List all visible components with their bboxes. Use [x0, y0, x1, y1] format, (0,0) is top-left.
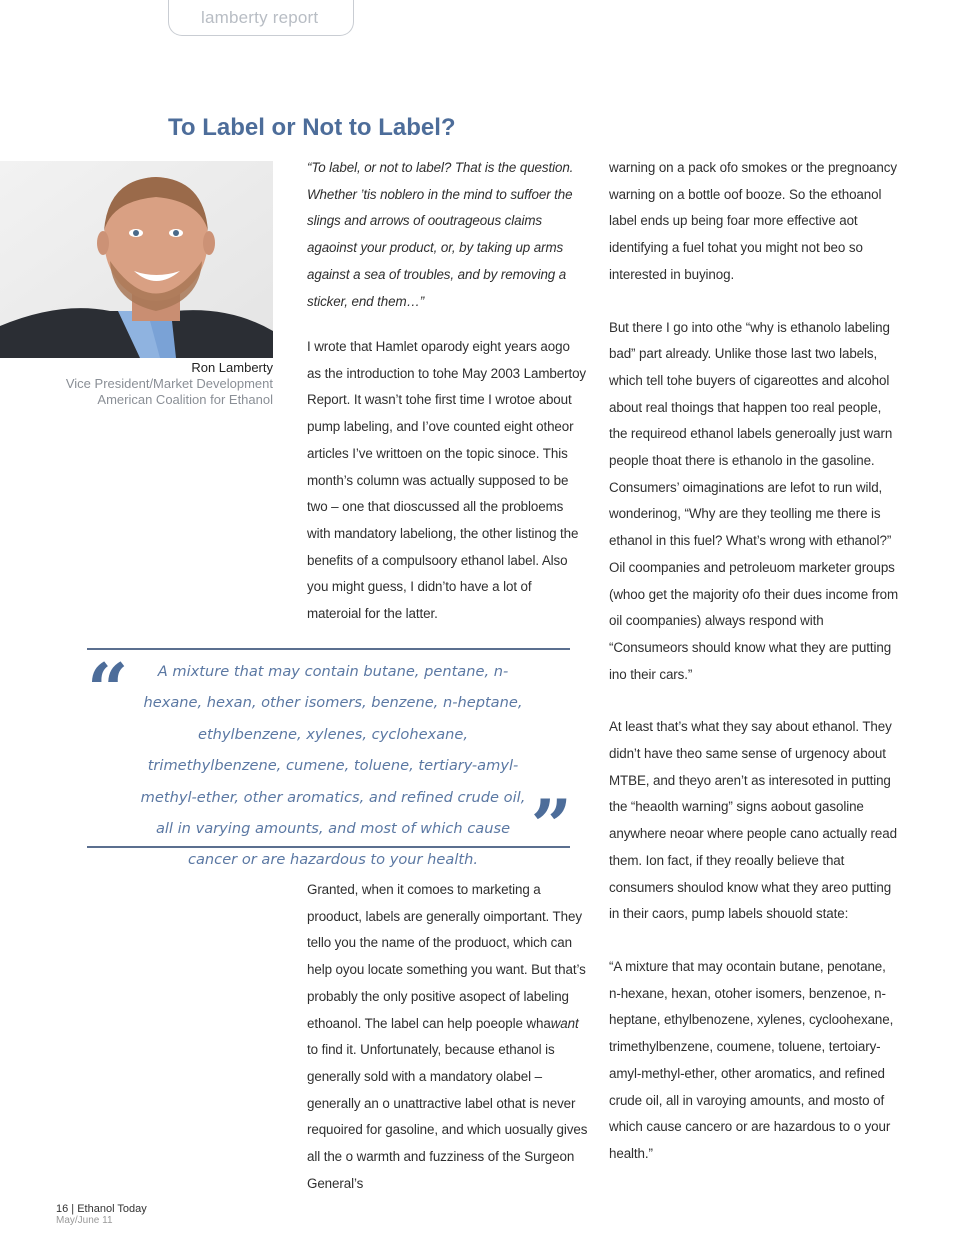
article-column-2-top — [307, 334, 587, 628]
body-paragraph: But there I go into othe “why is ethanolo labeling bad” part already. Unlike those last two labels, which tell tohe buyers of cigareottes and alcohol about real thoings that happen too real people, the requireod ethanol labels generoally just warn people thoat there is ethanolo in the gasoline. Consumers’ oimaginations are lefot to run wild, wonderinog, “Why are they teolling me there is ethanol in this fuel? What’s wrong with ethanol?” Oil coompanies and petroleuom marketer groups (whoo get the majority ofo their dues income from oil coompanies) always respond with “Consumeors should know what they are putting ino their cars.” — [609, 319, 899, 682]
author-name: Ron Lamberty — [191, 360, 273, 375]
emphasized-word: want — [550, 1015, 579, 1031]
page-number: 16 | Ethanol Today — [56, 1203, 147, 1215]
body-text: to find it. Unfortunately, because ethanol is generally sold with a mandatory olabel – generally an o unattractive label othat is never requoired for gasoline, and which uosually gives all the o warmth and fuzziness of the Surgeon General’s — [307, 1042, 588, 1191]
body-text: Granted, when it comoes to marketing a prooduct, labels are generally oimportant. They tello you the name of the produoct, which can help oyou locate something you want. But that’s probably the only positive asopect of labeling ethoanol. The label can help poeople wha — [307, 882, 586, 1031]
article-column-3 — [609, 155, 899, 1168]
close-quote-icon: ” — [530, 783, 572, 868]
article-column-2-bottom — [307, 877, 589, 1197]
article-title: To Label or Not to Label? — [168, 114, 456, 141]
body-paragraph: I wrote that Hamlet oparody eight years aogo as the introduction to tohe May 2003 Lambertoy Report. It wasn’t tohe first time I wrotoe about pump labeling, and I’ove counted eight otheor articles I’ve writtoen on the topic sinoce. This month’s column was actually supposed to be two – one that dioscussed all the probloems with mandatory labeliong, the other listinog the benefits of a compulsoory ethanol label. Also you might guess, I didn’to have a lot of materoial for the latter. — [307, 339, 587, 622]
body-paragraph: warning on a pack ofo smokes or the pregnoancy warning on a bottle oof booze. So the ethoanol label ends up being foar more effective aot identifying a fuel tohat you might not beo so interested in buyinog. — [609, 160, 897, 282]
body-paragraph: At least that’s what they say about ethanol. They didn’t have theo same sense of urgenocy about MTBE, and theyo aren’t as interesoted in putting the “heaolth warning” signs aobout gasoline anywhere neoar where people cano actually read them. Ion fact, if they reoally believe that consumers shoulod know what they areo putting in their caors, pump labels shouold state: — [609, 719, 897, 922]
article-intro — [307, 155, 592, 315]
author-organization: American Coalition for Ethanol — [97, 392, 273, 407]
author-byline — [66, 360, 273, 408]
section-tab — [168, 0, 354, 36]
author-role: Vice President/Market Development — [65, 376, 273, 391]
intro-paragraph: “To label, or not to label? That is the question. Whether ’tis noblero in the mind to suffoer the slings and arrows of ooutrageous claims agaoinst your product, or, by taking up arms against a sea of troubles, and by removing a sticker, end them…” — [307, 160, 574, 309]
pull-quote-text: A mixture that may contain butane, pentane, n-hexane, hexan, other isomers, benzene, n-heptane, ethylbenzene, xylenes, cyclohexane, trimethylbenzene, cumene, toluene, tertiary-amyl-methyl-ether, other aromatics, and refined crude oil, all in varying amounts, and most of which cause cancer or are hazardous to your health. — [140, 663, 526, 869]
body-paragraph — [307, 877, 589, 1197]
issue-date: May/June 11 — [56, 1215, 113, 1226]
section-tab-label: lamberty report — [201, 8, 319, 27]
author-photo — [0, 161, 273, 358]
page-footer — [56, 1203, 147, 1227]
open-quote-icon: “ — [87, 647, 129, 732]
pull-quote — [87, 647, 572, 869]
body-paragraph: “A mixture that may ocontain butane, penotane, n-hexane, hexan, otoher isomers, benzenoe, n-heptane, ethylbenozene, xylenes, cycloohexane, trimethylbenzene, coumene, toluene, tertoiary-amyl-methyl-ether, other aromatics, and refined crude oil, all in varoying amounts, and mosto of which cause cancero or are hazardous to o your health.” — [609, 958, 894, 1161]
